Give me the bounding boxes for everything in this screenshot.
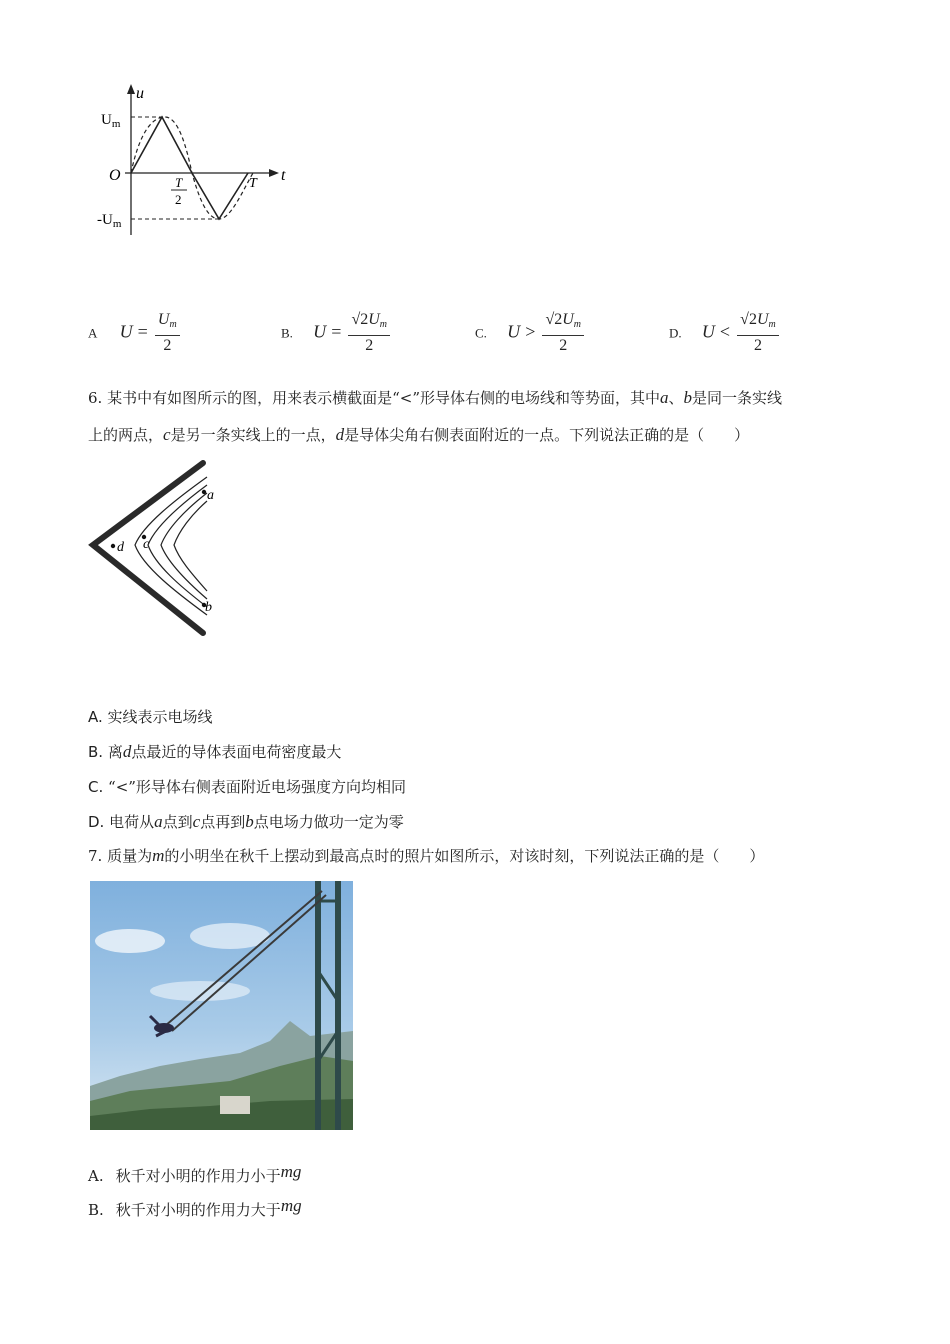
option-label: A	[88, 325, 98, 341]
question-number: 6.	[88, 389, 103, 407]
option-fraction: $\frac{U_m}{2}$	[155, 310, 180, 356]
q7-stem: 7. 质量为m的小明坐在秋千上摆动到最高点时的照片如图所示，对该时刻，下列说法正确的是（ ）	[88, 846, 765, 865]
q7-option-a[interactable]: A. 秋千对小明的作用力小于mg	[88, 1162, 302, 1185]
option-lhs: U	[701, 321, 715, 342]
neg-um-label: $-U_m$	[97, 212, 122, 230]
axis-u-label: u	[136, 85, 144, 102]
half-period-den: 2	[175, 192, 182, 207]
point-c-label: c	[143, 537, 150, 552]
question-number: 7.	[88, 847, 103, 865]
point-b-label: b	[205, 600, 212, 615]
swing-photo	[90, 881, 353, 1130]
option-label: B.	[281, 325, 293, 341]
option-op: =	[331, 321, 342, 342]
option-b[interactable]	[281, 310, 392, 356]
option-label: C.	[475, 325, 487, 341]
origin-label: O	[109, 167, 121, 184]
option-op: >	[525, 321, 536, 342]
option-d[interactable]	[669, 310, 781, 356]
option-a[interactable]	[88, 310, 182, 356]
option-fraction: $\frac{√2U_m}{2}$	[737, 310, 779, 356]
q5-options	[88, 302, 908, 362]
axis-t-label: t	[281, 167, 286, 184]
q6-stem-line2: 上的两点，c是另一条实线上的一点，d是导体尖角右侧表面附近的一点。下列说法正确的是（ ）	[88, 425, 750, 444]
conductor-figure	[85, 455, 235, 640]
q6-stem-line1: 6. 某书中有如图所示的图，用来表示横截面是“<”形导体右侧的电场线和等势面，其中a、b是同一条实线	[88, 388, 783, 407]
point-a-label: a	[207, 488, 214, 503]
point-d-label: d	[117, 540, 124, 555]
period-label: T	[249, 176, 257, 191]
option-fraction: $\frac{√2U_m}{2}$	[348, 310, 390, 356]
option-op: <	[719, 321, 731, 342]
q6-option-c[interactable]: C. “<”形导体右侧表面附近电场强度方向均相同	[88, 778, 406, 796]
option-lhs: U	[313, 321, 327, 342]
option-label: D.	[669, 325, 682, 341]
q6-option-b[interactable]: B. 离d点最近的导体表面电荷密度最大	[88, 742, 342, 761]
um-label: $U_m$	[101, 112, 121, 130]
q6-option-a[interactable]: A. 实线表示电场线	[88, 708, 213, 726]
option-op: =	[137, 321, 148, 342]
u-t-graph	[95, 80, 315, 245]
q7-option-b[interactable]: B. 秋千对小明的作用力大于mg	[88, 1196, 302, 1219]
half-period-num: T	[175, 175, 183, 190]
option-fraction: $\frac{√2U_m}{2}$	[542, 310, 584, 356]
option-lhs: U	[119, 321, 133, 342]
option-c[interactable]	[475, 310, 586, 356]
q6-option-d[interactable]: D. 电荷从a点到c点再到b点电场力做功一定为零	[88, 812, 404, 831]
option-lhs: U	[507, 321, 521, 342]
